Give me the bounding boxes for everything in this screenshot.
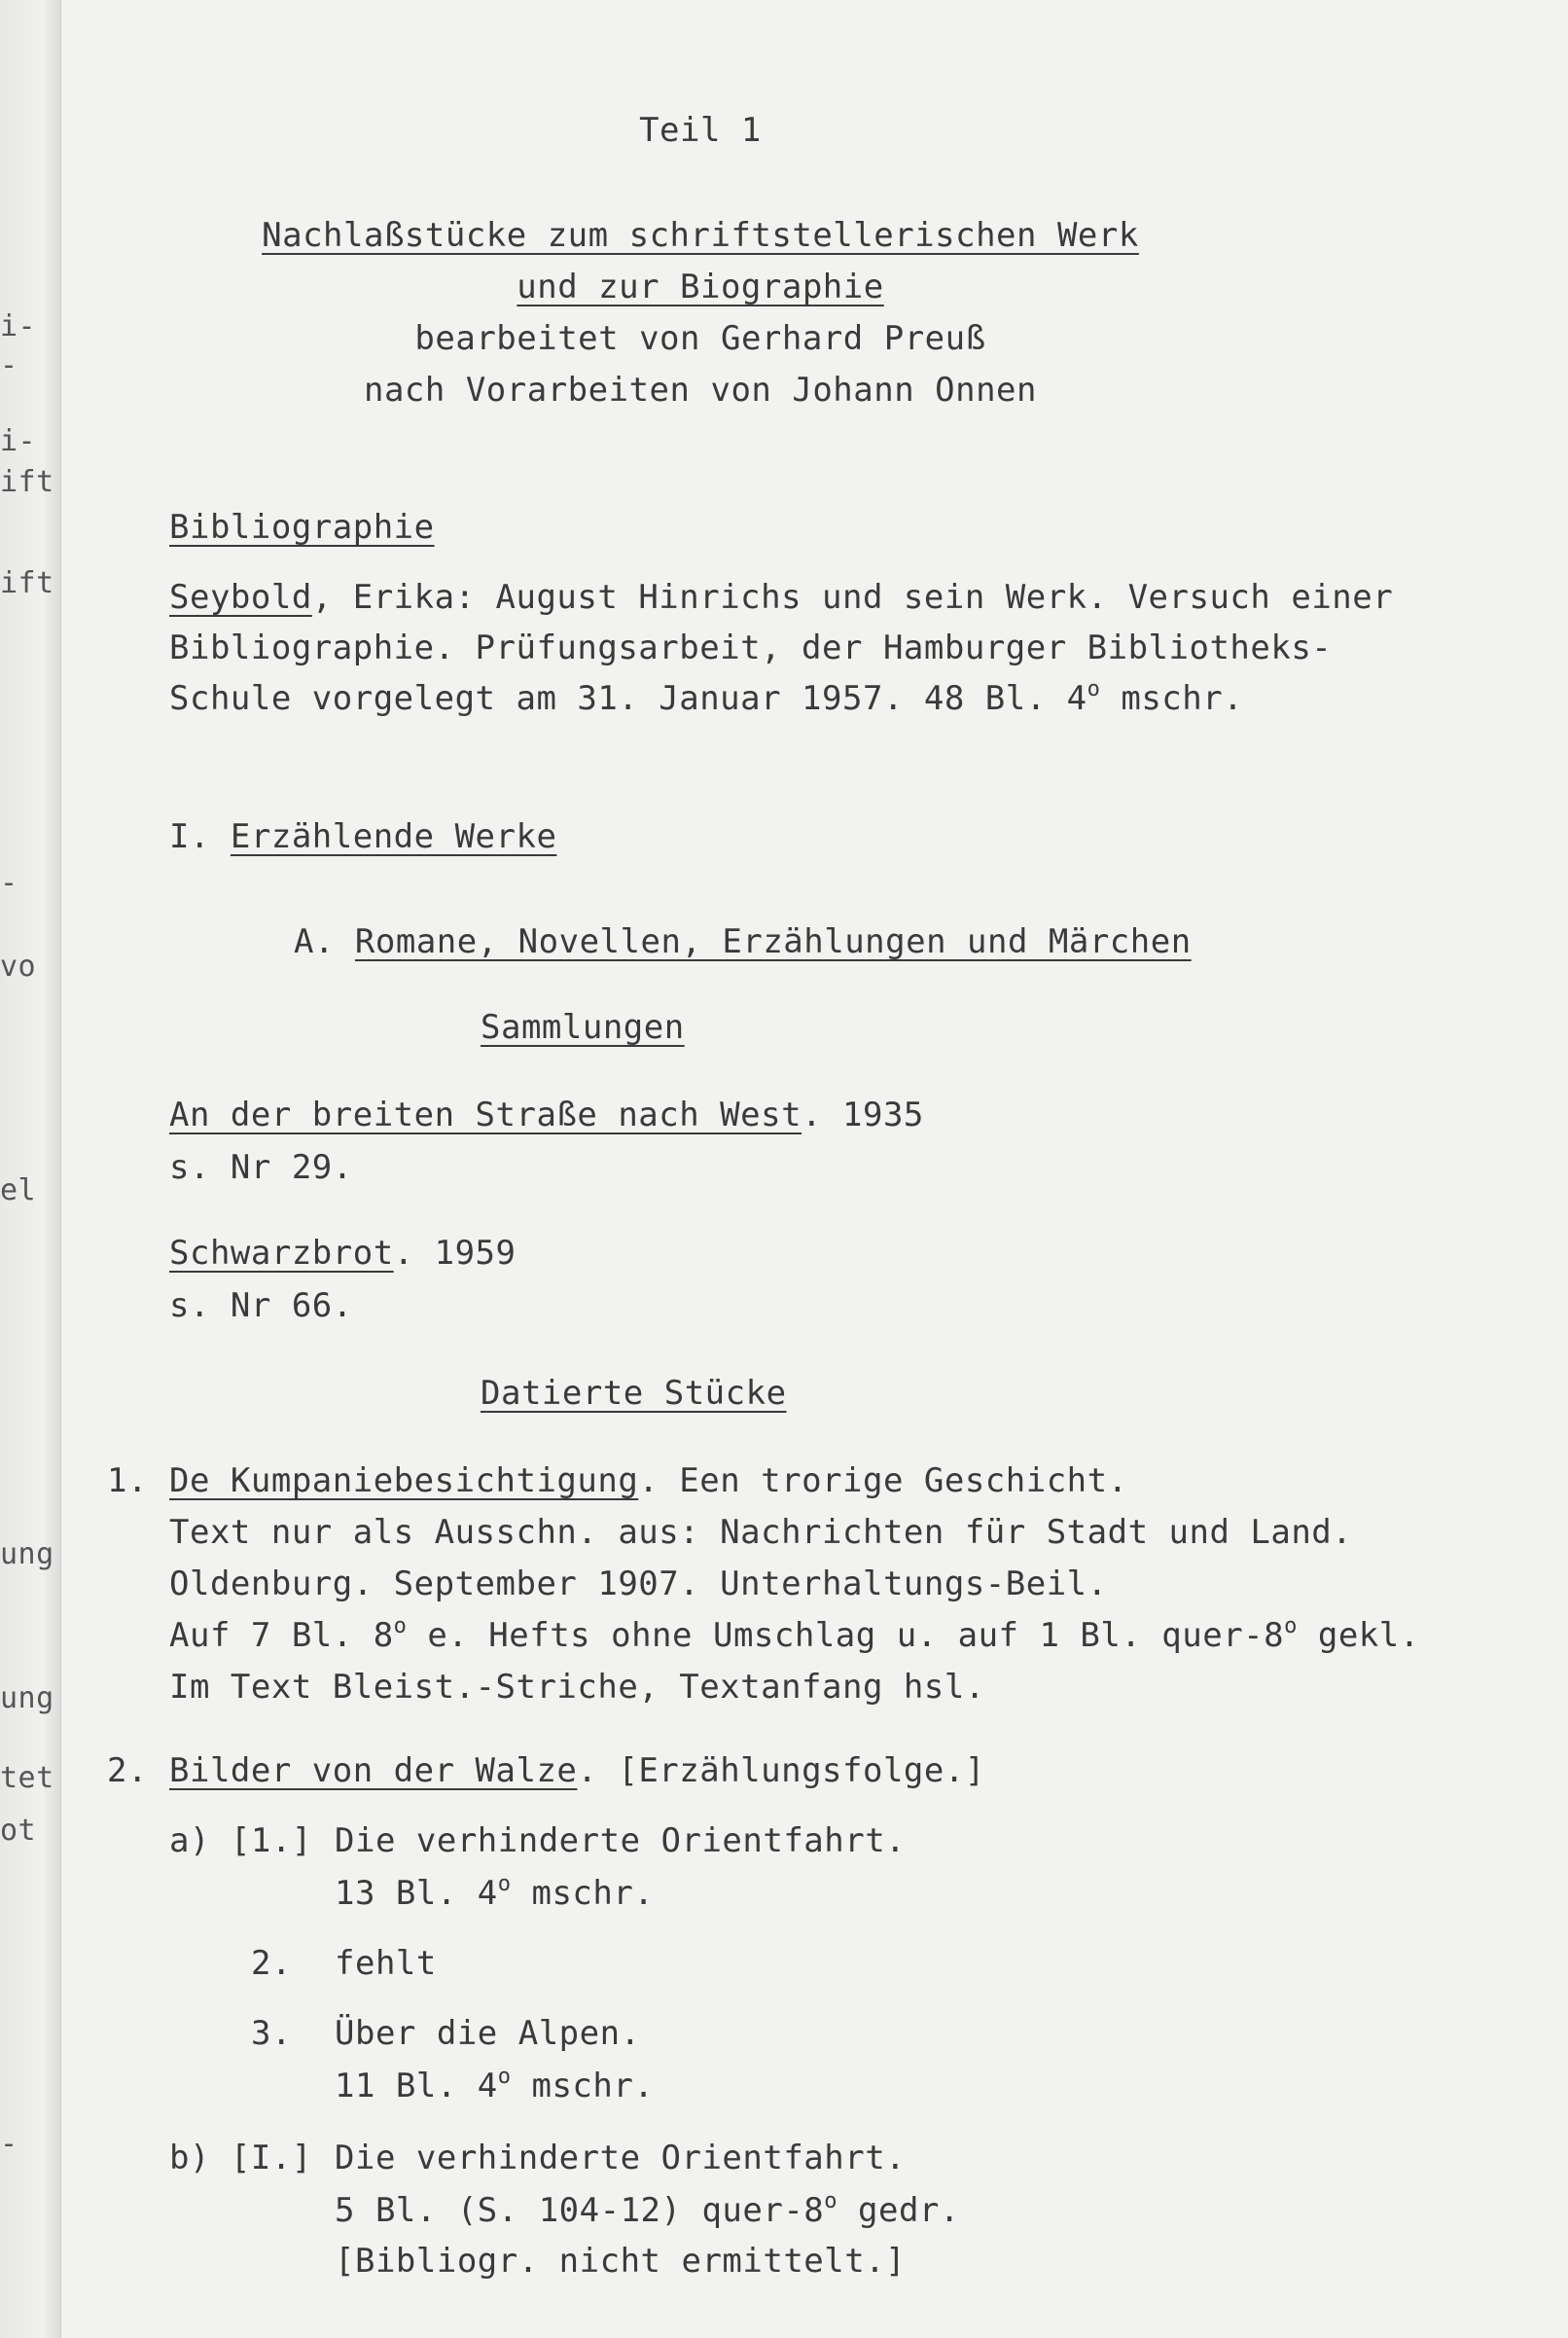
sub-item-desc — [335, 2067, 654, 2105]
entry-title: De Kumpaniebesichtigung — [169, 1461, 639, 1500]
sub-item-label: b) [I.] — [169, 2139, 312, 2177]
entry-line: Oldenburg. September 1907. Unterhaltungs-Beil. — [169, 1565, 1108, 1603]
collection-ref: s. Nr 66. — [169, 1286, 353, 1325]
entry-subtitle: . Een trorige Geschicht. — [638, 1461, 1128, 1500]
section-heading — [169, 817, 556, 856]
sub-item-desc-pre: 11 Bl. 4 — [335, 2067, 498, 2105]
margin-fragment: ung — [0, 1537, 54, 1571]
entry-title: Bilder von der Walze — [169, 1751, 578, 1790]
collection-title: An der breiten Straße nach West — [169, 1096, 802, 1134]
title-text-2: und zur Biographie — [517, 268, 884, 306]
entry-line: Text nur als Ausschn. aus: Nachrichten für Stadt und Land. — [169, 1513, 1353, 1552]
entry-line — [169, 1616, 1420, 1655]
section-title: Erzählende Werke — [230, 817, 557, 856]
entry-line-part: Auf 7 Bl. 8 — [169, 1616, 394, 1655]
entry-line-part: e. Hefts ohne Umschlag u. auf 1 Bl. quer-8 — [407, 1616, 1285, 1655]
author-surname: Seybold — [169, 578, 312, 617]
section-number: I. — [169, 817, 231, 856]
margin-fragment: tet — [0, 1761, 54, 1795]
sub-item-desc-post: mschr. — [511, 2067, 655, 2105]
bibliography-line-2: Bibliographie. Prüfungsarbeit, der Hamburger Bibliotheks- — [169, 629, 1333, 667]
bibliography-line-3 — [169, 679, 1243, 718]
entry-number: 2. — [107, 1751, 148, 1790]
collection-year: . 1935 — [802, 1096, 924, 1134]
collections-heading — [481, 1008, 685, 1047]
bibliography-heading-text: Bibliographie — [169, 508, 435, 547]
dated-heading — [481, 1374, 787, 1413]
sub-item-desc-post: gedr. — [837, 2191, 960, 2230]
bibliography-line-1 — [169, 578, 1393, 617]
margin-fragment: i- — [0, 424, 37, 458]
title-text-1: Nachlaßstücke zum schriftstellerischen Werk — [262, 216, 1139, 255]
entry-title-line — [169, 1461, 1128, 1500]
sub-item-note: [Bibliogr. nicht ermittelt.] — [335, 2242, 907, 2281]
margin-fragment: ot — [0, 1814, 37, 1848]
subsection-letter: A. — [294, 922, 355, 961]
degree-mark: o — [497, 1872, 512, 1896]
sub-item-desc-pre: 5 Bl. (S. 104-12) quer-8 — [335, 2191, 825, 2230]
title-line-2 — [0, 268, 1401, 306]
sub-item-desc-post: mschr. — [511, 1874, 655, 1913]
sub-item-desc — [335, 1874, 654, 1913]
bibliography-line-3-pre: Schule vorgelegt am 31. Januar 1957. 48 Bl. 4 — [169, 679, 1087, 718]
sub-item-title: Über die Alpen. — [335, 2014, 641, 2053]
collection-title-line — [169, 1234, 517, 1273]
prework-line: nach Vorarbeiten von Johann Onnen — [363, 371, 1037, 410]
sub-item-desc-pre: 13 Bl. 4 — [335, 1874, 498, 1913]
collections-heading-text: Sammlungen — [481, 1008, 685, 1047]
degree-mark: o — [1284, 1614, 1298, 1638]
subsection-heading — [294, 922, 1192, 961]
part-heading: Teil 1 — [639, 111, 762, 150]
entry-subtitle: . [Erzählungsfolge.] — [577, 1751, 985, 1790]
entry-title-line — [169, 1751, 985, 1790]
sub-item-title: Die verhinderte Orientfahrt. — [335, 2139, 907, 2177]
bibliography-line-1-rest: , Erika: August Hinrichs und sein Werk. Versuch einer — [311, 578, 1394, 617]
sub-item-title: fehlt — [335, 1944, 437, 1983]
editor-line: bearbeitet von Gerhard Preuß — [414, 319, 986, 358]
degree-mark: o — [824, 2189, 838, 2213]
margin-fragment: ift — [0, 465, 54, 499]
sub-item-label: a) [1.] — [169, 1821, 312, 1860]
margin-fragment: i- — [0, 309, 37, 343]
sub-item-title: Die verhinderte Orientfahrt. — [335, 1821, 907, 1860]
sub-item-number: 2. — [251, 1944, 292, 1983]
collection-ref: s. Nr 29. — [169, 1148, 353, 1187]
margin-fragment: vo — [0, 950, 37, 984]
entry-line: Im Text Bleist.-Striche, Textanfang hsl. — [169, 1668, 985, 1707]
margin-fragment: ift — [0, 566, 54, 600]
degree-mark: o — [497, 2065, 512, 2089]
entry-number: 1. — [107, 1461, 148, 1500]
entry-line-part: gekl. — [1297, 1616, 1420, 1655]
collection-year: . 1959 — [393, 1234, 517, 1273]
degree-mark: o — [1087, 677, 1101, 701]
bibliography-line-3-post: mschr. — [1100, 679, 1244, 718]
subsection-title: Romane, Novellen, Erzählungen und Märchen — [354, 922, 1192, 961]
dated-heading-text: Datierte Stücke — [481, 1374, 787, 1413]
bibliography-heading — [169, 508, 435, 547]
collection-title: Schwarzbrot — [169, 1234, 394, 1273]
title-line-1 — [0, 216, 1401, 255]
collection-title-line — [169, 1096, 924, 1134]
margin-fragment: - — [0, 348, 18, 382]
sub-item-desc — [335, 2191, 960, 2230]
margin-fragment: el — [0, 1173, 37, 1207]
sub-item-number: 3. — [251, 2014, 292, 2053]
margin-fragment: ung — [0, 1681, 54, 1715]
margin-fragment: - — [0, 2127, 18, 2161]
margin-fragment: - — [0, 866, 18, 900]
degree-mark: o — [393, 1614, 408, 1638]
